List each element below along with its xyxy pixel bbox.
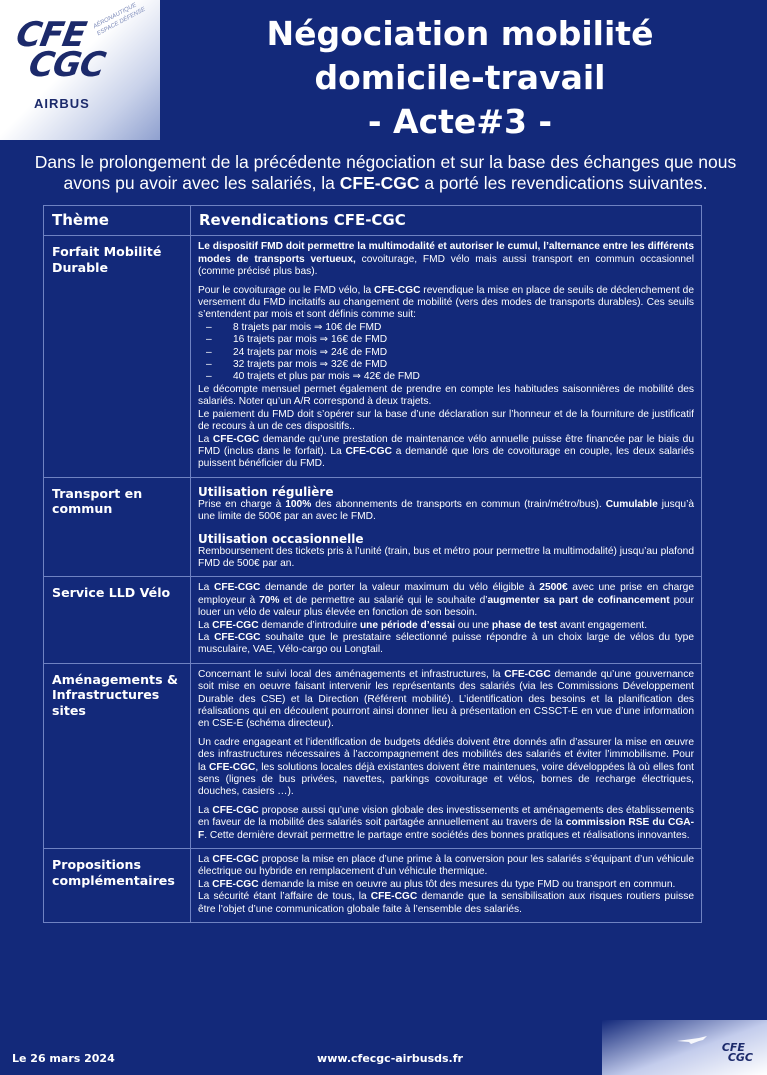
fmd-paragraph-5 [198,434,694,471]
lld-b1: La [198,619,213,631]
transport-regular-text [198,499,694,524]
fmd-paragraph-2 [198,285,694,322]
infra-p3-comm: commission RSE du CGA-F [198,817,694,841]
extra-paragraph-1 [198,854,694,879]
intro-org: CFE-CGC [339,173,420,193]
list-item: – 40 trajets et plus par mois ⇒ 42€ de FMD [198,371,694,383]
intro-paragraph [28,152,743,194]
theme-infra: Aménagements & Infrastructures sites [44,663,191,848]
footer-mini-logo [722,1043,753,1063]
lld-b4: avant engagement. [557,619,648,631]
infra-paragraph-2 [198,737,694,799]
extra-p3-org: CFE-CGC [370,891,418,903]
fmd-threshold-list [198,322,694,384]
header-theme: Thème [44,206,191,236]
footer-corner-decoration [602,1020,767,1075]
extra-paragraph-2 [198,879,694,891]
theme-fmd: Forfait Mobilité Durable [44,236,191,477]
footer-website-link[interactable]: www.cfecgc-airbusds.fr [317,1052,463,1065]
lld-b2: demande d’introduire [258,619,360,631]
table-row [44,663,702,848]
lld-c-org: CFE-CGC [214,631,261,643]
lld-bold1: augmenter sa part de cofinancement [487,594,670,606]
extra-p2-b: demande la mise en oeuvre au plus tôt des mesures du type FMD ou transport en commun. [258,878,676,890]
transport-reg-cumul: Cumulable [605,498,658,510]
list-item: – 16 trajets par mois ⇒ 16€ de FMD [198,334,694,346]
plane-icon [677,1035,707,1045]
claims-fmd [191,236,702,477]
lld-c1: La [198,631,215,643]
lld-a4: et de permettre au salarié qui le souhaite d’ [279,594,488,606]
fmd-paragraph-4: Le paiement du FMD doit s’opérer sur la base d’une déclaration sur l’honneur et de la fourniture de justificatif de recours à un de ces dispositifs.. [198,408,694,433]
header-claims: Revendications CFE-CGC [191,206,702,236]
lld-paragraph-3 [198,632,694,657]
logo-org: AIRBUS [34,96,90,111]
lld-a5: pour louer un vélo de valeur plus élevée en fonction de son besoin. [198,594,694,619]
transport-reg-b: des abonnements de transports en commun (train/métro/bus). [311,498,606,510]
infra-paragraph-1 [198,669,694,731]
theme-lld: Service LLD Vélo [44,577,191,663]
mini-logo-line-2: CGC [727,1051,753,1064]
lld-b-org: CFE-CGC [212,619,259,631]
infra-p2-org: CFE-CGC [208,761,256,773]
extra-p3-b: demande que la sensibilisation aux risques routiers puisse être l’objet d’une communication globale faite à l’ensemble des salariés. [198,891,694,915]
list-item: – 24 trajets par mois ⇒ 24€ de FMD [198,347,694,359]
fmd-p1-rest: covoiturage, FMD vélo mais aussi transport en commun occasionnel (comme précisé plus bas). [198,253,694,278]
lld-paragraph-1 [198,582,694,619]
lld-a1: La [198,582,214,594]
title-line-2: domicile-travail [314,58,606,97]
fmd-paragraph-3: Le décompte mensuel permet également de prendre en compte les habitudes saisonnières de mobilité des salariés. Noter qu’un A/R correspond à deux trajets. [198,383,694,408]
table-row [44,236,702,477]
infra-p3-a: La [198,804,213,816]
theme-extra: Propositions complémentaires [44,849,191,923]
fmd-p5-a: La [198,433,213,445]
transport-reg-a: Prise en charge à [198,498,286,510]
extra-p2-org: CFE-CGC [212,878,259,890]
extra-p1-org: CFE-CGC [212,854,259,866]
logo [0,0,160,140]
claims-transport [191,477,702,577]
infra-p3-b: propose aussi qu’une vision globale des investissements et aménagements des établissements en faveur de la mobilité des salariés soit partagée annuellement au travers de la [198,804,695,829]
lld-b3: ou une [455,619,492,631]
table-row [44,477,702,577]
fmd-p2-b: revendique la mise en place de seuils de déclenchement de versement du FMD incitatifs au changement de mobilité (vers des modes de transports durables). Ces seuils s’entendent par mois et sont définis comme suit: [198,284,694,321]
extra-paragraph-3 [198,891,694,916]
extra-p2-a: La [198,878,213,890]
lld-trial: une période d’essai [359,619,456,631]
infra-p1-org: CFE-CGC [504,668,551,680]
infra-p3-org: CFE-CGC [212,804,259,816]
transport-reg-pct: 100% [285,498,312,510]
fmd-paragraph-1 [198,241,694,278]
lld-a2: demande de porter la valeur maximum du vélo éligible à [260,582,540,594]
logo-line-2: CGC [25,45,108,85]
infra-paragraph-3 [198,805,694,842]
transport-reg-c: jusqu’à une limite de 500€ par an avec le FMD. [198,498,695,523]
intro-text-1: Dans le prolongement de la précédente négociation et sur la base des échanges que nous avons pu avoir avec les salariés, la [34,152,737,193]
table-row [44,849,702,923]
logo-tagline: AÉRONAUTIQUE ESPACE DÉFENSE [92,2,147,38]
fmd-p5-org: CFE-CGC [212,433,260,445]
lld-a3: avec une prise en charge employeur à [198,582,695,606]
claims-table [43,205,702,923]
lld-amount: 2500€ [539,582,568,594]
list-item: – 32 trajets par mois ⇒ 32€ de FMD [198,359,694,371]
title-line-1: Négociation mobilité [266,14,654,53]
extra-p1-b: propose la mise en place d’une prime à la conversion pour les salariés s’équipant d’un véhicule électrique ou hybride en remplacement d’un véhicule thermique. [198,854,694,878]
subheading-occasional: Utilisation occasionnelle [198,531,364,546]
subheading-regular: Utilisation régulière [198,484,334,499]
logo-line-1: CFE [13,15,89,55]
extra-p3-a: La sécurité étant l’affaire de tous, la [198,891,371,903]
mini-logo-line-1: CFE [721,1041,745,1054]
extra-p1-a: La [198,854,213,866]
fmd-p5-c: a demandé que lors de covoiturage en couple, les deux salariés puissent bénéficier du FMD. [198,445,694,470]
title-line-3: - Acte#3 - [367,102,553,141]
intro-text-2: a porté les revendications suivantes. [419,173,708,193]
lld-paragraph-2 [198,620,694,632]
footer-date: Le 26 mars 2024 [12,1052,115,1065]
claims-infra [191,663,702,848]
page-title [245,12,675,144]
fmd-p5-org2: CFE-CGC [345,445,392,457]
list-item: – 8 trajets par mois ⇒ 10€ de FMD [198,322,694,334]
infra-p2-b: , les solutions locales déjà existantes doivent être maintenues, voire développées là où elles font sens (lignes de bus privées, navettes, parkings covoiturage et vélos, bornes de recharge électriques, douches, casiers …). [198,761,694,798]
lld-pct: 70% [259,594,280,606]
infra-p2-a: Un cadre engageant et l’identification de budgets dédiés doivent être donnés afin d’assurer la mise en œuvre des infrastructures nécessaires à l’accompagnement des mobilités des salariés et éviter l’immobilisme. Pour la [198,736,694,773]
fmd-p2-org: CFE-CGC [374,284,421,296]
theme-transport: Transport en commun [44,477,191,577]
claims-extra [191,849,702,923]
fmd-p5-b: demande qu’une prestation de maintenance vélo annuelle puisse être financée par le biais du FMD (inclus dans le forfait). La [198,433,694,457]
infra-p1-b: demande qu’une gouvernance soit mise en oeuvre faisant intervenir les représentants des salariés (via les Commissions Développement Durable des CSE) et la Direction (Référent mobilité). L’identification des besoins et la planification des réalisations qui en découlent pourront ainsi donner lieu à présentation en CSSCT-E en vue d’une information en CSE-E (schéma directeur). [198,668,694,730]
fmd-p1-bold: Le dispositif FMD doit permettre la multimodalité et autoriser le cumul, l’alternance entre les différents modes de transports vertueux, [198,241,694,265]
lld-test: phase de test [491,619,558,631]
table-row [44,577,702,663]
table-header-row [44,206,702,236]
infra-p3-c: . Cette dernière devrait permettre le partage entre sociétés des bonnes pratiques et réalisations innovantes. [204,829,690,841]
lld-org: CFE-CGC [214,582,261,594]
infra-p1-a: Concernant le suivi local des aménagements et infrastructures, la [198,668,505,680]
lld-c2: souhaite que le prestataire sélectionné puisse répondre à un choix large de vélos du type musculaire, VAE, Vélo-cargo ou Longtail. [198,631,694,656]
claims-lld [191,577,702,663]
transport-occasional-text: Remboursement des tickets pris à l’unité (train, bus et métro pour permettre la multimodalité) jusqu’au plafond FMD de 500€ par an. [198,545,694,569]
fmd-p2-a: Pour le covoiturage ou le FMD vélo, la [198,284,375,296]
